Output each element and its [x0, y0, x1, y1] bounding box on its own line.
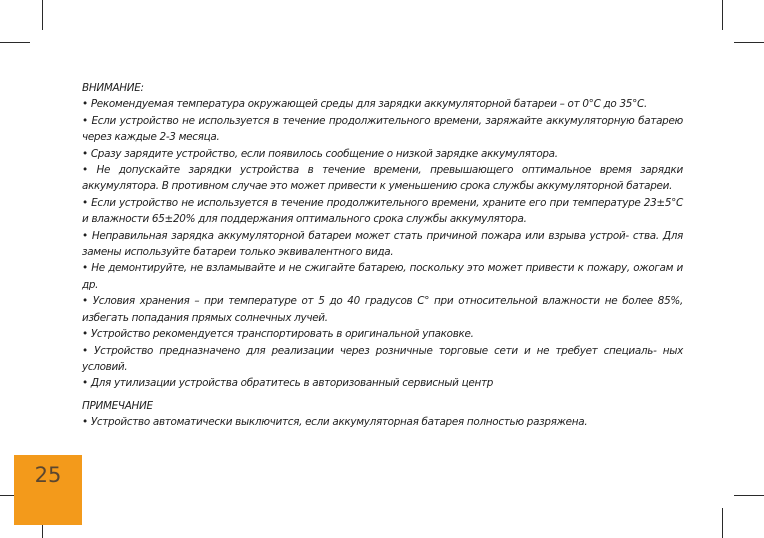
crop-mark-bottom-right-horizontal: [734, 495, 764, 496]
note-heading: ПРИМЕЧАНИЕ: [82, 399, 153, 412]
warning-item-temperature: • Рекомендуемая температура окружающей среды для зарядки аккумуляторной батареи – от 0°С до 35°С.: [82, 98, 647, 111]
crop-mark-top-left-vertical: [42, 0, 43, 30]
crop-mark-top-right-horizontal: [734, 42, 764, 43]
page-number-badge: [14, 455, 82, 525]
warning-item-storage-conditions: • Если устройство не используется в течение продолжительного времени, храните его при температуре 23±5°С и влажности 65±20% для поддержания оптимального срока службы аккумулятора.: [82, 196, 683, 226]
crop-mark-bottom-right-vertical: [722, 508, 723, 538]
warning-item-low-battery: • Сразу зарядите устройство, если появилось сообщение о низкой зарядке аккумулятора.: [82, 147, 558, 160]
warning-heading: ВНИМАНИЕ:: [82, 82, 144, 94]
crop-mark-top-right-vertical: [722, 0, 723, 30]
warning-item-retail: • Устройство предназначено для реализации через розничные торговые сети и не требует специаль- ных условий.: [82, 344, 683, 373]
warning-item-long-storage-charging: • Если устройство не используется в течение продолжительного времени, заряжайте аккумуляторную батарею через каждые 2-3 месяца.: [82, 114, 683, 144]
warning-item-transport: • Устройство рекомендуется транспортировать в оригинальной упаковке.: [82, 328, 474, 341]
manual-text-body: [82, 80, 683, 431]
warning-item-fire-risk: • Неправильная зарядка аккумуляторной батареи может стать причиной пожара или взрыва устрой- ства. Для замены используйте батареи только эквивалентного вида.: [82, 229, 683, 259]
warning-item-overcharging: • Не допускайте зарядки устройства в течение времени, превышающего оптимальное время зарядки аккумулятора. В противном случае это может привести к уменьшению срока службы аккумуляторной батареи.: [82, 164, 683, 193]
note-item-auto-shutdown: • Устройство автоматически выключится, если аккумуляторная батарея полностью разряжена.: [82, 416, 588, 429]
warning-item-storage-humidity: • Условия хранения – при температуре от 5 до 40 градусов С° при относительной влажности не более 85%, избегать попадания прямых солнечных лучей.: [82, 295, 683, 324]
page-number: 25: [34, 463, 62, 487]
warning-item-do-not-disassemble: • Не демонтируйте, не взламывайте и не сжигайте батарею, поскольку это может привести к пожару, ожогам и др.: [82, 262, 683, 291]
warning-item-disposal: • Для утилизации устройства обратитесь в авторизованный сервисный центр: [82, 377, 494, 390]
crop-mark-top-left-horizontal: [0, 42, 30, 43]
